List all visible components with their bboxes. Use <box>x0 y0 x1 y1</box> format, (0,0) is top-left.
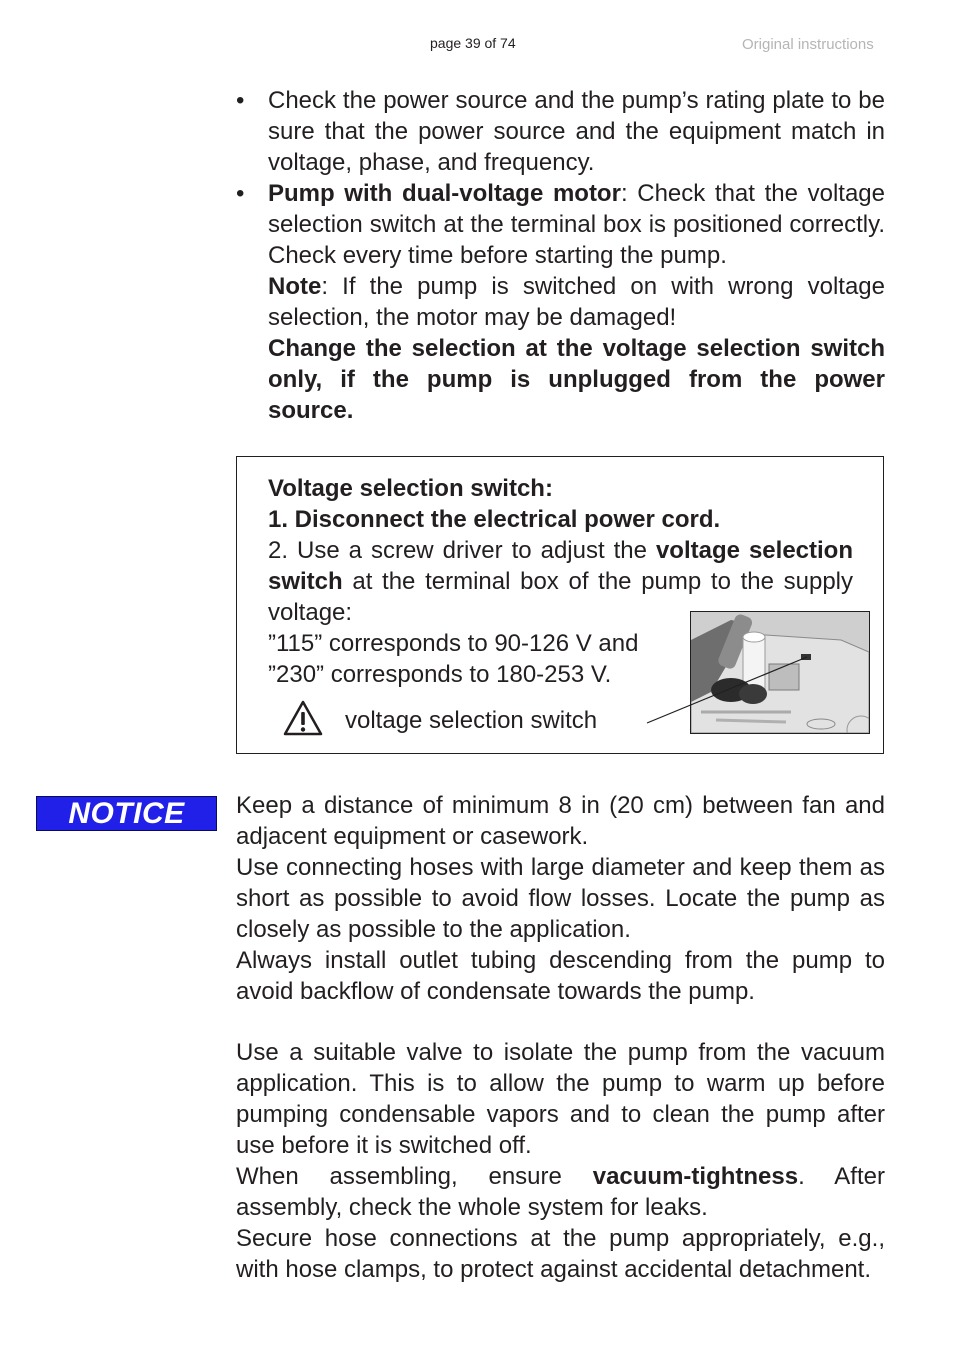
list-item <box>236 85 885 178</box>
hose-paragraph: Use connecting hoses with large diameter and keep them as short as possible to avoid flow losses. Locate the pump as closely as possible to the application. <box>236 854 885 943</box>
note-text: : If the pump is switched on with wrong voltage selection, the motor may be damaged! <box>268 273 885 331</box>
voltage-selection-box <box>236 456 884 754</box>
bullet-icon: • <box>236 180 245 207</box>
voltage-230-line: ”230” corresponds to 180-253 V. <box>268 661 612 688</box>
photo-caption: voltage selection switch <box>345 707 598 734</box>
step-adjust-pre: 2. Use a screw driver to adjust the <box>268 537 656 564</box>
hose-clamp-paragraph: Secure hose connections at the pump appropriately, e.g., with hose clamps, to protect against accidental detachment. <box>236 1225 885 1283</box>
voltage-115-line: ”115” corresponds to 90-126 V and <box>268 630 639 657</box>
document-type-label: Original instructions <box>742 36 874 53</box>
vacuum-tightness: vacuum-tightness <box>592 1163 799 1190</box>
unplug-warning: Change the selection at the voltage selection switch only, if the pump is unplugged from the power source. <box>268 335 885 424</box>
outlet-paragraph: Always install outlet tubing descending from the pump to avoid backflow of condensate towards the pump. <box>236 947 885 1005</box>
precaution-list <box>236 85 885 426</box>
distance-paragraph: Keep a distance of minimum 8 in (20 cm) between fan and adjacent equipment or casework. <box>236 792 885 850</box>
assembly-post: . After assembly, check the whole system for leaks. <box>236 1163 885 1221</box>
power-check-text: Check the power source and the pump’s rating plate to be sure that the power source and the equipment match in voltage, phase, and frequency. <box>268 87 885 176</box>
notice-badge: NOTICE <box>36 796 217 831</box>
assembly-paragraph <box>236 1161 885 1223</box>
assembly-pre: When assembling, ensure <box>236 1163 593 1190</box>
note-label: Note <box>268 273 322 300</box>
step-adjust-post: at the terminal box of the pump to the supply voltage: <box>268 568 853 626</box>
step-adjust-bold: voltage selection switch <box>268 537 853 595</box>
terminal-box-photo <box>690 611 870 734</box>
dual-voltage-heading: Pump with dual-voltage motor <box>268 180 621 207</box>
step-disconnect: 1. Disconnect the electrical power cord. <box>268 506 721 533</box>
warning-triangle-icon <box>283 700 323 736</box>
bullet-icon: • <box>236 87 245 114</box>
valve-paragraph: Use a suitable valve to isolate the pump from the vacuum application. This is to allow the pump to warm up before pumping condensable vapors and to clean the pump after use before it is switched off. <box>236 1039 885 1159</box>
page-number: page 39 of 74 <box>430 35 516 51</box>
paragraph-spacer <box>236 1007 885 1037</box>
box-title: Voltage selection switch: <box>268 475 553 502</box>
notice-text-block <box>236 790 885 1285</box>
list-item <box>236 178 885 426</box>
dual-voltage-text: : Check that the voltage selection switch at the terminal box is positioned correctly. Check every time before starting the pump. <box>268 180 885 269</box>
